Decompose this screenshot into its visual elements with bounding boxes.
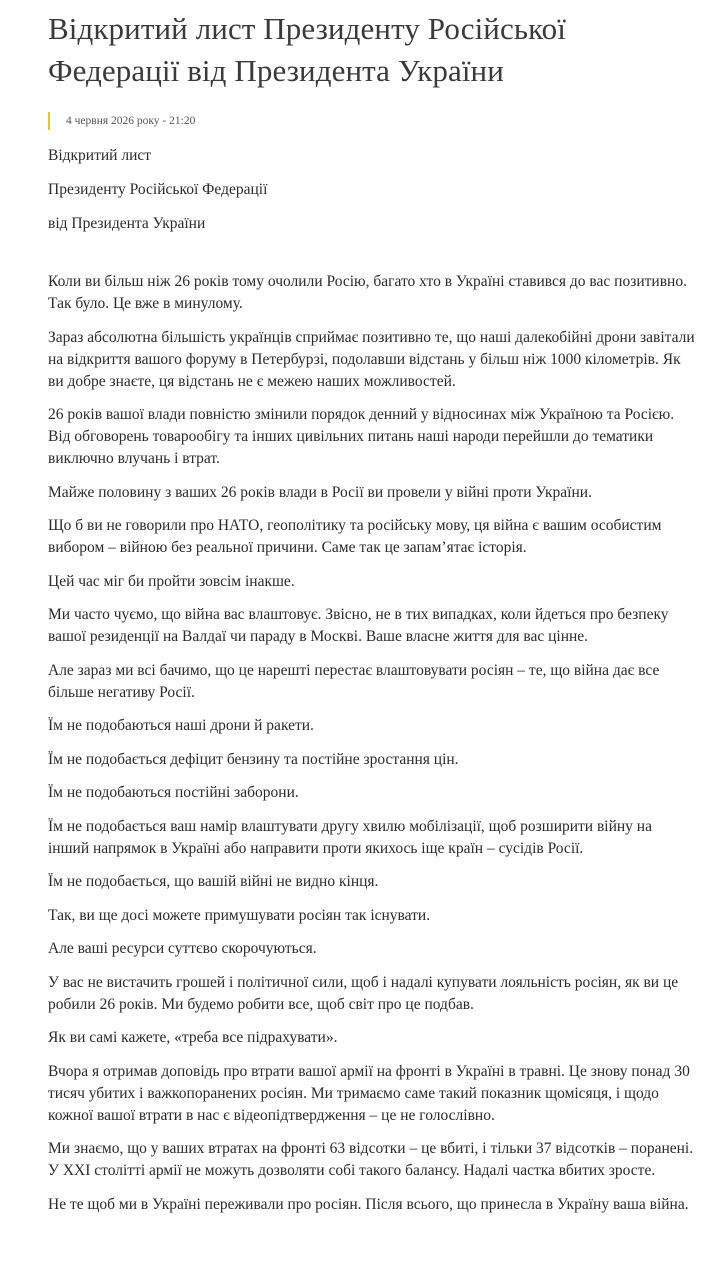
paragraph: Вчора я отримав доповідь про втрати вашої армії на фронті в Україні в травні. Це знову понад 30 тисяч убитих і важкопоранених росіян. Ми тримаємо саме такий показник щомісяця, і щодо кожної вашої втрати в нас є відеопідтвердження – це не голослівно. [48,1062,690,1124]
paragraph: Ми знаємо, що у ваших втратах на фронті 63 відсотки – це вбиті, і тільки 37 відсотків – поранені. У XXI столітті армії не можуть дозволяти собі такого балансу. Надалі частка вбитих зросте. [48,1140,694,1179]
article-meta [48,111,696,131]
paragraph: Майже половину з ваших 26 років влади в Росії ви провели у війні проти України. [48,483,592,501]
paragraph: Ми часто чуємо, що війна вас влаштовує. Звісно, не в тих випадках, коли йдеться про безпеку вашої резиденції на Валдаї чи параду в Москві. Ваше власне життя для вас цінне. [48,606,669,645]
address-line: Президенту Російської Федерації [48,181,268,198]
paragraph: У вас не вистачить грошей і політичної сили, щоб і надалі купувати лояльність росіян, як ви це робили 26 років. Ми будемо робити все, щоб світ про це подбав. [48,973,679,1013]
publish-date: 4 червня 2026 року - 21:20 [66,115,196,127]
article-title: Відкритий лист Президенту Російської Федерації від Президента України [48,11,566,88]
paragraph: Цей час міг би пройти зовсім інакше. [48,572,295,590]
paragraph: Їм не подобаються постійні заборони. [48,784,299,801]
paragraph: 26 років вашої влади повністю змінили порядок денний у відносинах між Україною та Росією. Від обговорень товарообігу та інших цивільних питань наші народи перейшли до тематики виключно влучань і втрат. [48,406,675,467]
paragraph: Їм не подобаються наші дрони й ракети. [48,717,314,734]
paragraph: Не те щоб ми в Україні переживали про росіян. Після всього, що принесла в Україну ваша війна. [48,1195,689,1213]
paragraph: Що б ви не говорили про НАТО, геополітику та російську мову, ця війна є вашим особистим вибором – війною без реальної причини. Саме так це запам’ятає історія. [48,517,662,556]
paragraph: Їм не подобається дефіцит бензину та постійне зростання цін. [48,750,459,768]
paragraph: Але ваші ресурси суттєво скорочуються. [48,940,317,957]
address-line: від Президента України [48,215,206,232]
paragraph: Як ви самі кажете, «треба все підрахувати». [48,1029,338,1046]
paragraph: Їм не подобається ваш намір влаштувати другу хвилю мобілізації, щоб розширити війну на інший напрямок в Україні або направити проти якихось іще країн – сусідів Росії. [48,817,652,857]
paragraph: Їм не подобається, що вашій війні не видно кінця. [48,873,379,890]
address-line: Відкритий лист [48,147,152,164]
letter-address [48,145,696,235]
paragraph: Так, ви ще досі можете примушувати росіян так існувати. [48,906,431,924]
article-body [48,271,696,1216]
meta-accent-bar [48,112,50,130]
paragraph: Але зараз ми всі бачимо, що це нарешті перестає влаштовувати росіян – те, що війна дає все більше негативу Росії. [48,661,660,701]
article [48,8,696,1227]
paragraph: Зараз абсолютна більшість українців сприймає позитивно те, що наші далекобійні дрони завітали на відкриття вашого форуму в Петербурзі, подолавши відстань у більш ніж 1000 кілометрів. Як ви добре знаєте, ця відстань не є межею наших можливостей. [48,328,695,390]
paragraph: Коли ви більш ніж 26 років тому очолили Росію, багато хто в Україні ставився до вас позитивно. Так було. Це вже в минулому. [48,273,687,312]
